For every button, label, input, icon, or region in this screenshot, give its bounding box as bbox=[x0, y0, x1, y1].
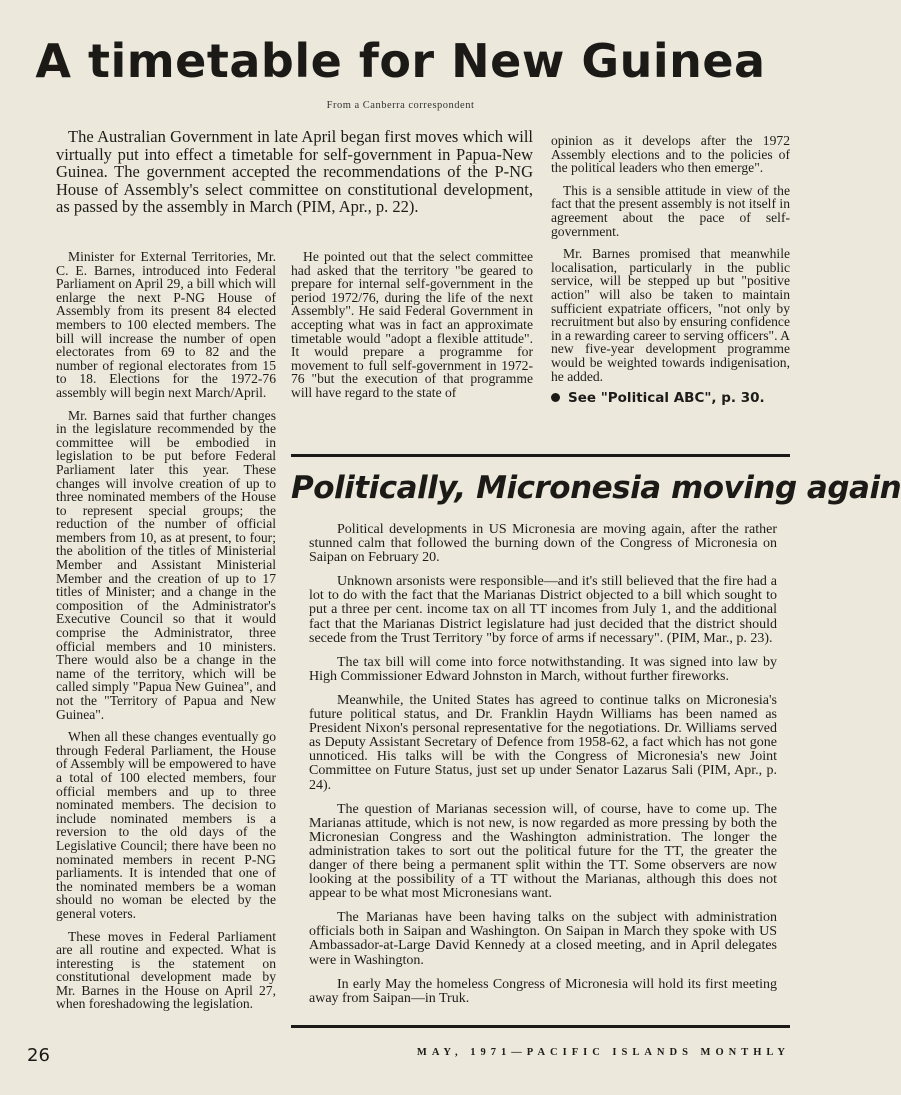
bullet-icon bbox=[551, 393, 560, 402]
article2-headline: Politically, Micronesia moving again bbox=[291, 470, 901, 506]
byline: From a Canberra correspondent bbox=[326, 100, 475, 111]
running-footer: MAY, 1971—PACIFIC ISLANDS MONTHLY bbox=[416, 1047, 790, 1058]
body-paragraph: The Marianas have been having talks on the subject with administration officials both in Saipan and Washington. On Saipan in March they spoke with US Ambassador-at-Large David Kennedy at a closed meeting, and in April delegates were in Washington. bbox=[309, 910, 777, 968]
body-paragraph: The question of Marianas secession will, of course, have to come up. The Marianas attitude, which is not new, is now regarded as more pressing by both the Micronesian Congress and the Washington administration. The longer the administration takes to sort out the political future for the TT, the greater the danger of there being a permanent split within the TT. Some observers are now looking at the possibility of a TT without the Marianas, although this does not appear to be what most Micronesians want. bbox=[309, 801, 777, 902]
body-paragraph: Political developments in US Micronesia are moving again, after the rather stunned calm that followed the burning down of the Congress of Micronesia on Saipan on February 20. bbox=[309, 522, 777, 566]
article-column-1 bbox=[56, 250, 276, 1020]
article-column-3 bbox=[551, 134, 790, 415]
section-divider bbox=[291, 454, 790, 457]
body-paragraph: When all these changes eventually go through Federal Parliament, the House of Assembly will be empowered to have a total of 100 elected members, four official members and up to three nominated members. The decision to include nominated members is a reversion to the old days of the Legislative Council; there have been no nominated members in recent P-NG parliaments. It is intended that one of the nominated members be a woman should no woman be elected by the general voters. bbox=[56, 729, 276, 921]
cross-reference-text: See "Political ABC", p. 30. bbox=[568, 390, 765, 407]
headline: A timetable for New Guinea bbox=[35, 34, 766, 88]
page-number: 26 bbox=[27, 1045, 50, 1066]
cross-reference bbox=[551, 392, 790, 406]
body-paragraph: In early May the homeless Congress of Micronesia will hold its first meeting away from Saipan—in Truk. bbox=[309, 976, 777, 1006]
body-paragraph: The tax bill will come into force notwithstanding. It was signed into law by High Commissioner Edward Johnston in March, without further fireworks. bbox=[309, 654, 777, 684]
body-paragraph: He pointed out that the select committee had asked that the territory "be geared to prepare for internal self-government in the period 1972/76, during the life of the next Assembly". He said Federal Government in accepting what was in fact an approximate timetable would "adopt a flexible attitude". It would prepare a programme for movement to full self-government in 1972-76 "but the execution of that programme will have regard to the state of bbox=[291, 249, 533, 400]
article2-body bbox=[309, 523, 777, 1016]
lede-paragraph: The Australian Government in late April began first moves which will virtually put into effect a timetable for self-government in Papua-New Guinea. The government accepted the recommendations of the P-NG House of Assembly's select committee on constitutional development, as passed by the assembly in March (PIM, Apr., p. 22). bbox=[56, 127, 533, 216]
body-paragraph: Meanwhile, the United States has agreed to continue talks on Micronesia's future political status, and Dr. Franklin Haydn Williams has been named as President Nixon's personal representative for the negotiations. Dr. Williams served as Deputy Assistant Secretary of Defence from 1958-62, a fact which has not gone unnoticed. His talks will be with the Congress of Micronesia's new Joint Committee on Future Status, just set up under Senator Lazarus Sali (PIM, Apr., p. 24). bbox=[309, 692, 777, 793]
body-paragraph: Unknown arsonists were responsible—and it's still believed that the fire had a lot to do with the fact that the Marianas District objected to a bill which sought to put a three per cent. income tax on all TT incomes from July 1, and the additional fact that the Marianas District legislature had just decided that the district should secede from the Trust Territory "by force of arms if necessary". (PIM, Mar., p. 23). bbox=[309, 574, 777, 646]
body-paragraph: This is a sensible attitude in view of the fact that the present assembly is not itself in agreement about the pace of self-government. bbox=[551, 182, 790, 239]
body-paragraph: Minister for External Territories, Mr. C. E. Barnes, introduced into Federal Parliament on April 29, a bill which will enlarge the next P-NG House of Assembly from its present 84 elected members to 100 elected members. The bill will increase the number of open electorates from 69 to 82 and the number of regional electorates from 15 to 18. Elections for the 1972-76 assembly will begin next March/April. bbox=[56, 249, 276, 400]
footer-divider bbox=[291, 1025, 790, 1028]
body-paragraph: Mr. Barnes said that further changes in the legislature recommended by the committee will be embodied in legislation to be put before Federal Parliament later this year. These changes will involve creation of up to three nominated members of the House to represent special groups; the reduction of the number of official members from 10, as at present, to four; the abolition of the titles of Ministerial Member and Assistant Ministerial Member and the creation of up to 17 titles of Minister; and a change in the composition of the Administrator's Executive Council so that it would comprise the Administrator, three official members and 10 ministers. There would also be a change in the name of the territory, which will be called simply "Papua New Guinea", and not the "Territory of Papua and New Guinea". bbox=[56, 407, 276, 722]
body-paragraph: These moves in Federal Parliament are all routine and expected. What is interesting is the statement on constitutional development made by Mr. Barnes in the House on April 27, when foreshadowing the legislation. bbox=[56, 928, 276, 1012]
article-column-2 bbox=[291, 250, 533, 409]
body-paragraph: Mr. Barnes promised that meanwhile localisation, particularly in the public service, will be stepped up but "positive action" will also be taken to maintain sufficient expatriate officers, "not only by recruitment but also by ensuring confidence in a rewarding career to serving officers". A new five-year development programme would be weighted towards indigenisation, he added. bbox=[551, 246, 790, 384]
body-paragraph: opinion as it develops after the 1972 Assembly elections and to the policies of the political leaders who then emerge". bbox=[551, 133, 790, 176]
